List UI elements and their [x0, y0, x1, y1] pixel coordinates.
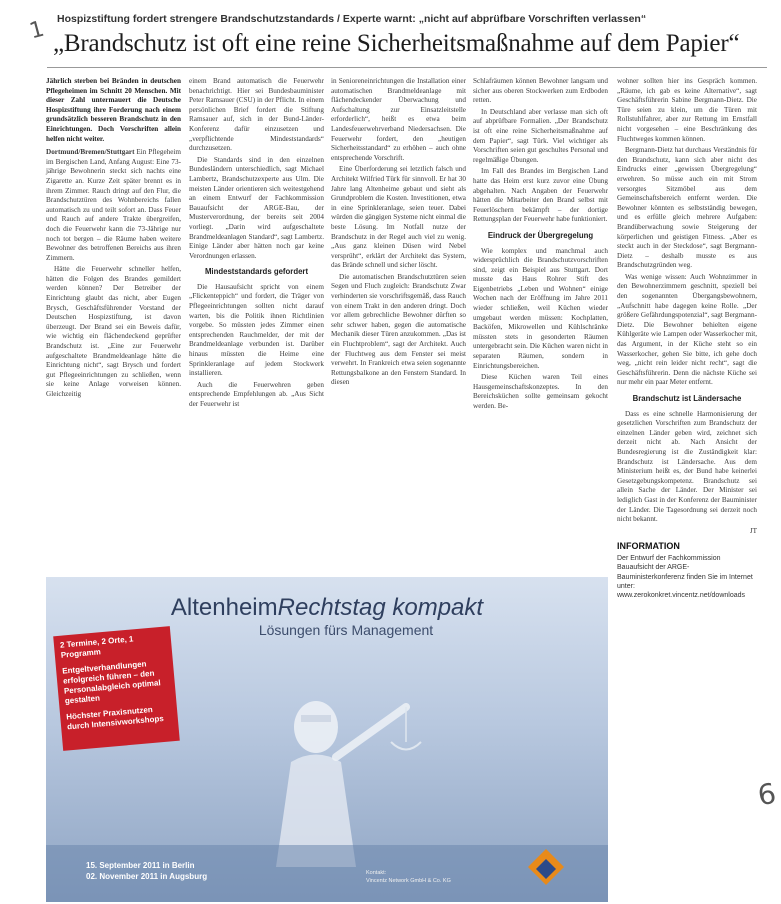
ad-subtitle: Lösungen fürs Management [258, 622, 434, 638]
infobox-title: INFORMATION [617, 541, 680, 552]
article-paragraph [46, 148, 181, 263]
ad-contact-label: Kontakt: [366, 870, 387, 876]
ad-promo-line: Entgeltverhandlungen erfolgreich führen – den Personalabgleich optimal gestalten [61, 659, 161, 706]
subheading: Brandschutz ist Ländersache [632, 394, 742, 403]
ad-contact-line: Vincentz Network GmbH & Co. KG [366, 878, 451, 884]
ad-promo-box [53, 626, 180, 751]
article-paragraph: einem Brand automatisch die Feuerwehr benachrichtigt. Hier sei Bundesbauminister Peter Ramsauer (CSU) in der Pflicht. In einem persönlichen Brief fordert die Stiftung Ramsauer auf, sich in der Bund-Länder-Konferenz dafür einzusetzen und „verpflichtende Mindeststandards“ durchzusetzen. [189, 77, 324, 153]
article-column-3 [331, 77, 466, 571]
article-paragraph: in Senioreneinrichtungen die Installation einer automatischen Brandmeldeanlage mit flächendeckender Überwachung und Aufschaltung zur Einsatzleitstelle erforderlich“, heißt es etwa beim Landesfeuerwehrverband Niedersachsen. Die Feuerwehr fordert, den „heutigen Sicherheitsstandard“ zu erhöhen – auch ohne entsprechende Vorschrift. [331, 77, 466, 162]
paragraph-text: Ein Pflegeheim im Bergischen Land, Anfang August: Eine 73-jährige Bewohnerin steckt sich nachts eine Zigarette an. Kurze Zeit später brennt es in ihrem Zimmer. Rauch dringt auf den Flur, die Brandschutztüren des Wohnbereichs fallen automatisch zu und teilt sofort an. Dass Feuer und Rauch auf andere Trakte übergreifen, doch die Feuerwehr kann die 73-Jährige nur noch tot bergen – die Räume haben weitere Bewohner des betroffenen Bereichs aus ihren Zimmern. [46, 148, 182, 262]
justitia-statue-image [206, 667, 456, 867]
article-kicker: Hospizstiftung fordert strengere Brandschutzstandards / Experte warnt: „nicht auf abprüfbare Vorschriften verlassen“ [57, 13, 647, 25]
article-paragraph: Was wenige wissen: Auch Wohnzimmer in den Bewohnerzimmern geschnitt, speziell bei den sogenannten Übergangsbewohnern, „Aufschnitt habe dagegen keine Rolle. „Der größere Gefährdungspotenzial“, sagt Bergmann-Dietz. Die Bewohner behielten eigene Kühlgeräte wie Lampen oder Wasserkocher mit, das Argument, in der Küche steht so ein Wasserkocher, gehen Sie bitte, ich gehe doch weg, „nicht rein leider nicht recht“, sagt die Geschäftsführerin. Denn die nächste Küche sei nur mehr ein paar Meter entfernt. [617, 272, 757, 387]
publisher-logo-icon [526, 847, 566, 887]
article-paragraph: Bergmann-Dietz hat durchaus Verständnis für den Brandschutz, kann sich aber nicht des Eindrucks einer „gewissen Übergregelung“ erwehren. So müsse auch ein mit Strom versorgtes Sitzmöbel aus dem Gemeinschaftsbereich entfernt werden. Die Bewohner könnten es selbstständig bewegen, und es erfülle gleich mehrere Aufgaben: Brandüberwachung sowie Steigerung der körperlichen und geistigen Fitness. „Aber es steckt auch in der Steckdose“, sagt Bergmann-Dietz – deshalb musste es aus Brandschutzgründen weg. [617, 146, 757, 270]
article-column-2 [189, 77, 324, 571]
ad-title [46, 594, 608, 622]
author-byline: JT [749, 526, 757, 535]
ad-promo-line: 2 Termine, 2 Orte, 1 Programm [59, 634, 134, 660]
article-paragraph: In Deutschland aber verlasse man sich oft auf abprüfbare Formalien. „Der Brandschutz ist oft eine reine Sicherheitsmaßnahme auf dem Papier“, sagt Türk. Viel wichtiger als Vorschriften seien gut geschultes Personal und regelmäßige Übungen. [473, 107, 608, 164]
article-paragraph: Die automatischen Brandschutztüren seien Segen und Fluch zugleich: Brandschutz Zwar verhinderten sie vorschriftsgemäß, dass Rauch von einem Trakt in den anderen dringt. Doch vor allem gebrechliche Bewohner dürften so sehr schwer haben, gegen die automatische Mechanik dieser Türen anzukommen. „Das ist ein Fluchtproblem“, sagt der Architekt. Auch der Fluchtweg aus dem Fenster sei meist verwehrt. In Frankreich etwa seien sogenannte Rettungsbalkone an den Fenstern Standard. In diesen [331, 272, 466, 387]
article-paragraph: wohner sollten hier ins Gespräch kommen. „Räume, ich gab es keine Alternative“, sagt Geschäftsführerin Sabine Bergmann-Dietz. Die Türe seien zu klein, um die Türen mit Rollstuhlfahrer, aber zur Rettung im Ernstfall nicht vorgesehen – eine Beschränkung des Fluchtweges kommen können. [617, 77, 757, 143]
header-rule [47, 67, 767, 68]
article-paragraph: Die Hausaufsicht spricht von einem „Flickenteppich“ und fordert, die Träger von Pflegeeinrichtungen sollten nicht darauf warten, bis die Politik ihnen Richtlinien vorgebe. So müssten jedes Zimmer einen entsprechenden Rauchmelder, der mit der Brandmeldeanlage verbunden ist. Darüber hinaus müssten die Heime eine Sprinkleranlage auf jedem Stockwerk installieren. [189, 282, 324, 378]
ad-date-berlin: 15. September 2011 in Berlin [86, 861, 195, 870]
article-headline: „Brandschutz ist oft eine reine Sicherheitsmaßnahme auf dem Papier“ [53, 30, 740, 57]
ad-title-italic: Rechtstag kompakt [277, 594, 484, 621]
infobox-text: Der Entwurf der Fachkommission Bauaufsicht der ARGE-Bauministerkonferenz finden Sie im Internet unter: www.zerokonkret.vincentz.net/downloads [617, 554, 753, 600]
advertisement [46, 577, 608, 902]
article-paragraph: Im Fall des Brandes im Bergischen Land hatte das Heim erst kurz zuvor eine Übung abgehalten. Nach Angaben der Feuerwehr hätten die Mitarbeiter den Brand selbst mit Feuerlöschern bekämpft – der dortige Rettungsplan der Feuerwehr habe funktioniert. [473, 167, 608, 224]
subheading: Eindruck der Übergregelung [487, 230, 594, 240]
ad-promo-line: Höchster Praxisnutzen durch Intensivworkshops [65, 704, 165, 732]
article-paragraph: Diese Küchen waren Teil eines Hausgemeinschaftskonzeptes. In den Bereichsküchen sollte gemeinsam gekocht werden. Be- [473, 373, 608, 410]
article-paragraph: Die Standards sind in den einzelnen Bundesländern unterschiedlich, sagt Michael Lambertz, Brandschutzexperte aus Ulm. Die meisten Länder orientieren sich weitestgehend an einem Entwurf der Fachkommission Bauaufsicht der ARGE-Bau, der Musterverordnung, der bereits seit 2004 vorliegt. „Darin wird aufgeschaltete Brandmeldeanlagen Standard“, sagt Lambertz. Einige Länder aber hätten noch gar keine Verordnungen erlassen. [189, 155, 324, 260]
handwritten-mark-right: 6 [755, 776, 779, 813]
article-paragraph: Schlafräumen können Bewohner langsam und sicher aus oberen Stockwerken zum Erdboden retten. [473, 77, 608, 105]
article-paragraph: Eine Überforderung sei letztlich falsch und Architekt Wilfried Türk für sinnvoll. Er hat 30 Jahre lang Altenheime gebaut und sieht als Grundproblem die Kosten. Investitionen, etwa in eine Sprinkleranlage, seien teuer. Dabei würden die gängigen Systeme nicht einmal die beste Lösung. Im Notfall nutze der Brandschutz in der Regel auch viel zu wenig. „Aus ganz kleinen Düsen wird Nebel versprüht“, erklärt der Architekt das System, das Brände schnell und sicher löscht. [331, 165, 466, 270]
dateline: Dortmund/Bremen/Stuttgart [46, 148, 135, 157]
article-column-4 [473, 77, 608, 571]
ad-event-dates [86, 860, 207, 882]
article-paragraph: Wie komplex und manchmal auch widersprüchlich die Brandschutzvorschriften sind, zeigt ein Beispiel aus Stuttgart. Dort musste das Haus Rohrer Stift des Eigenbetriebs „Leben und Wohnen“ einige Wochen nach der Eröffnung im Jahre 2011 wieder schließen, weil Küchen wieder umgebaut werden müssen: Kochplatten, Backöfen, Mikrowellen und Kühlschränke müssten stets in gesonderten Räumen untergebracht sein. Die Küchen waren nicht in separaten Räumen, sondern in Einrichtungsbereichen. [473, 246, 608, 370]
ad-title-plain: Altenheim [170, 594, 278, 621]
handwritten-mark-top: 1 [27, 16, 47, 45]
article-lead: Jährlich sterben bei Bränden in deutschen Pflegeheimen im Schnitt 20 Menschen. Mit dieser Zahl untermauert die Deutsche Hospizstiftung ihre Forderung nach einem grundsätzlich besseren Brandschutz in den Einrichtungen. Doch Vorschriften allein helfen nicht weiter. [46, 77, 181, 143]
ad-date-augsburg: 02. November 2011 in Augsburg [86, 872, 208, 881]
article-paragraph: Auch die Feuerwehren geben entsprechende Empfehlungen ab. „Aus Sicht der Feuerwehr ist [189, 380, 324, 408]
ad-contact [366, 869, 451, 885]
article-paragraph: Dass es eine schnelle Harmonisierung der gesetzlichen Vorschriften zum Brandschutz der einzelnen Länder geben wird, zeichnet sich derzeit nicht ab. Nach Ansicht der Bundesregierung ist die Zuständigkeit klar: Brandschutz ist Ländersache. Aus dem Ministerium heißt es, der Bund habe keinerlei Gesetzgebungskompetenz. Brandschutz sei allein Sache der Länder. Der Minister sei lediglich Gast in der Konferenz der Bauminister der Länder. Die Tagesordnung sei derzeit noch nicht bekannt. [617, 409, 757, 524]
subheading: Mindeststandards gefordert [204, 267, 309, 277]
article-paragraph: Hätte die Feuerwehr schneller helfen, hätten die Folgen des Brandes gemildert werden können? Der Betreiber der Einrichtung glaubt das nicht, aber Eugen Brysch, Geschäftsführender Vorstand der Deutschen Hospizstiftung, ist davon überzeugt. Der Brand sei ein Beweis dafür, wie wichtig ein flächendeckend geprüfter Brandschutz ist. „Eine zur Feuerwehr aufgeschaltete Brandmeldeanlage hätte die Einrichtung nicht“, sagt Brysch und fordert gut Pflegeeinrichtungen zu schließen, wenn sie keine Anlage vorweisen können. Gleichzeitig [46, 265, 181, 398]
article-column-1 [46, 77, 181, 571]
article-column-5 [617, 77, 757, 767]
